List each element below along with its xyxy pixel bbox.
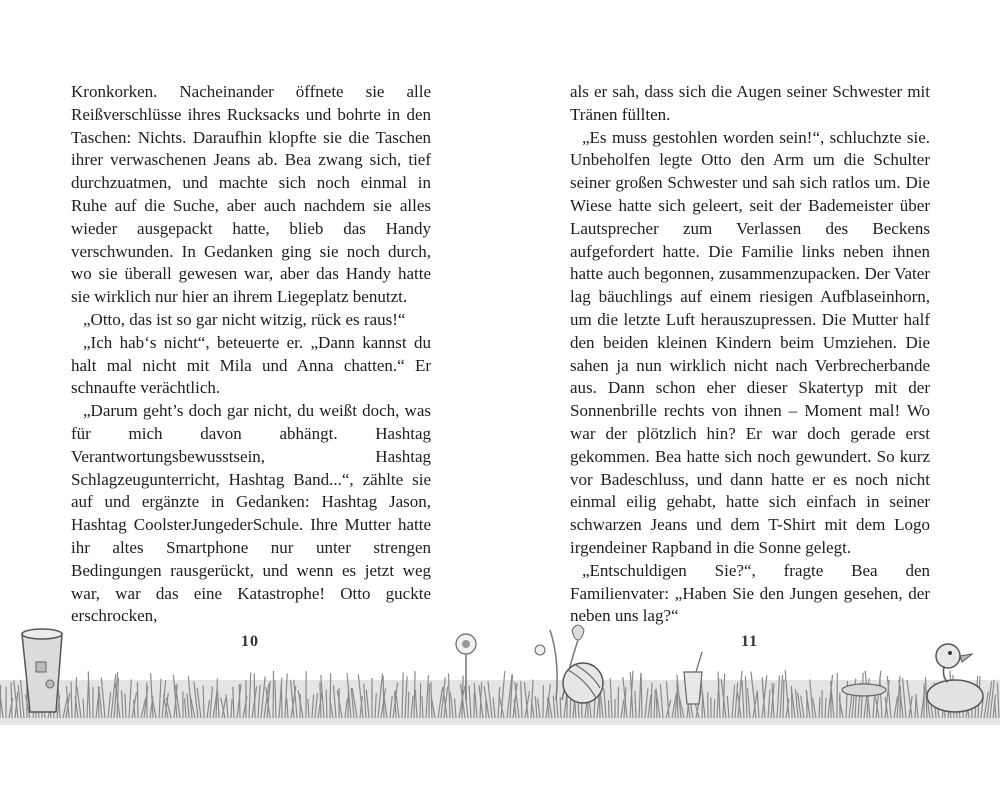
page-number-right: 11 [738, 633, 761, 651]
sandal-icon [842, 684, 886, 696]
rubber-duck-icon [927, 644, 983, 712]
paper-cup-icon [22, 629, 62, 712]
left-page-text [71, 81, 431, 628]
meadow-illustration [0, 600, 1000, 725]
paragraph: „Otto, das ist so gar nicht witzig, rück es raus!“ [83, 309, 406, 329]
paragraph: Kronkorken. Nacheinander öffnete sie alle Reißverschlüsse ihres Rucksacks und bohrte in den Taschen: Nichts. Daraufhin klopfte sie die Taschen ihrer verwaschenen Jeans ab. Bea zwang sich, tief durchzuatmen, und machte sich noch einmal in Ruhe auf die Suche, aber auch nachdem sie alles wieder ausgepackt hatte, blieb das Handy verschwunden. In Gedanken ging sie noch durch, wo sie überall gewesen war, aber das Handy hatte sie wirklich nur hier an ihrem Liegeplatz benutzt. [71, 82, 431, 307]
drinking-cup-icon [684, 652, 702, 704]
paragraph: „Es muss gestohlen worden sein!“, schluchzte sie. Unbeholfen legte Otto den Arm um die Schulter seiner großen Schwester und sah sich ratlos um. Die Wiese hatte sich geleert, seit der Bademeister über Lautsprecher zum Verlassen des Beckens aufgefordert hatte. Die Familie links neben ihnen hatte auch begonnen, zusammenzupacken. Der Vater lag bäuchlings auf einem riesigen Aufblaseinhorn, um die letzte Luft herauszupressen. Die Mutter half den beiden kleinen Kindern beim Umziehen. Die sahen ja nun wirklich nicht nach Verbrecherbande aus. Dann schon eher dieser Skatertyp mit der Sonnenbrille rechts von ihnen – Moment mal! Wo war der plötzlich hin? Er war doch gerade erst gekommen. Bea hatte sich noch gewundert. So kurz vor Badeschluss, und dann hatte er es noch nicht einmal eilig gehabt, hatte sich einfach in seiner schwarzen Jeans und dem T-Shirt mit dem Logo irgendeiner Rapband in die Sonne gelegt. [570, 127, 930, 557]
page-number-left: 10 [238, 633, 262, 651]
beach-ball-icon [563, 663, 603, 703]
paragraph: „Ich hab‘s nicht“, beteuerte er. „Dann kannst du halt mal nicht mit Mila und Anna chatten.“ Er schnaufte verächtlich. [71, 332, 431, 398]
paragraph: „Entschuldigen Sie?“, fragte Bea den Familienvater: „Haben Sie den Jungen gesehen, der neben uns lag?“ [570, 560, 930, 626]
right-page-text [570, 81, 930, 628]
paragraph: „Darum geht’s doch gar nicht, du weißt doch, was für mich davon abhängt. Hashtag Verantwortungsbewusstsein, Hashtag Schlagzeugunterricht, Hashtag Band...“, zählte sie auf und ergänzte in Gedanken: Hashtag Jason, Hashtag CoolsterJungederSchule. Ihre Mutter hatte ihr altes Smartphone nur unter strengen Bedingungen rausgerückt, und wenn es jetzt weg war, war das eine Katastrophe! Otto guckte erschrocken, [71, 401, 431, 626]
paragraph: als er sah, dass sich die Augen seiner Schwester mit Tränen füllten. [570, 82, 930, 124]
